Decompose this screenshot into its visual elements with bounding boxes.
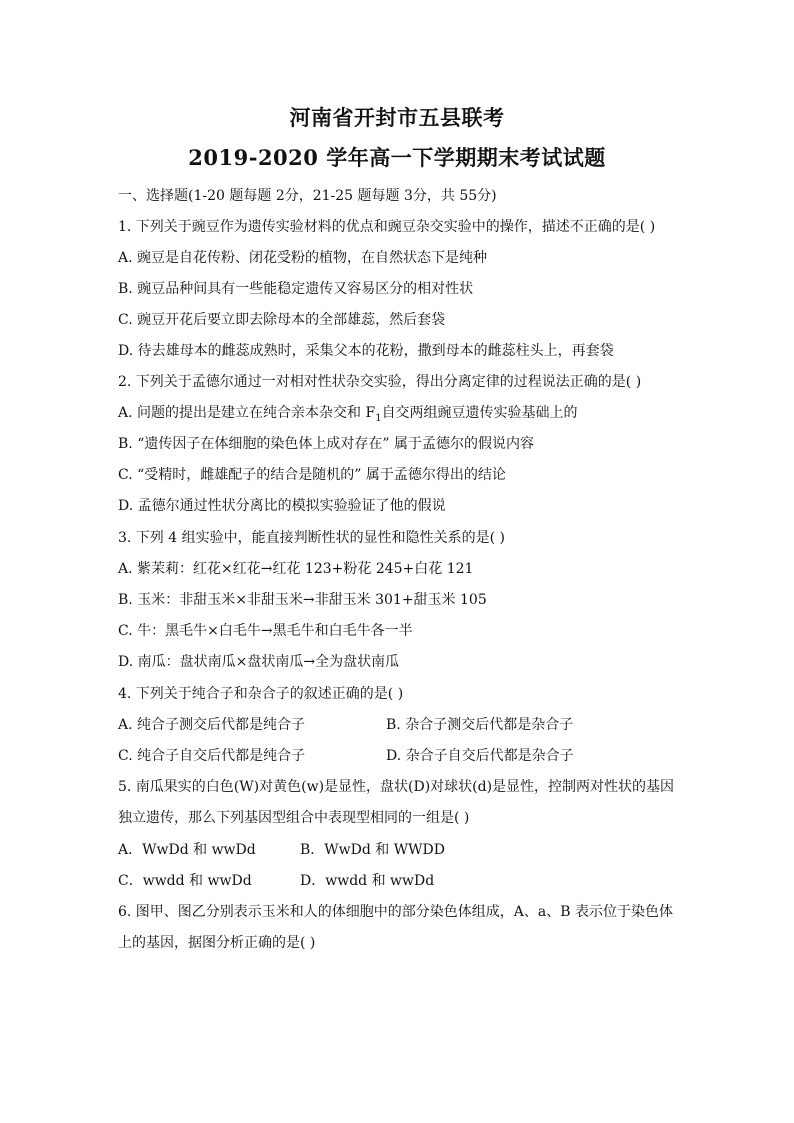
q5-stem-line2: 独立遗传，那么下列基因型组合中表现型相同的一组是( )	[118, 810, 470, 826]
q5-option-b: B．WwDd 和 WWDD	[300, 842, 445, 858]
q5-option-c: C．wwdd 和 wwDd	[118, 873, 252, 889]
section-heading: 一、选择题(1-20 题每题 2分，21-25 题每题 3分，共 55分)	[118, 188, 497, 204]
q5-option-d: D．wwdd 和 wwDd	[300, 873, 435, 889]
q4-option-d: D. 杂合子自交后代都是杂合子	[386, 748, 574, 764]
q6-stem-line1: 6. 图甲、图乙分别表示玉米和人的体细胞中的部分染色体组成，A、a、B 表示位于染色体	[118, 904, 674, 920]
q4-option-a: A. 纯合子测交后代都是纯合子	[118, 717, 306, 733]
q2-stem: 2. 下列关于孟德尔通过一对相对性状杂交实验，得出分离定律的过程说法正确的是( )	[118, 374, 642, 390]
q5-option-a: A．WwDd 和 wwDd	[118, 842, 256, 858]
q6-stem-line2: 上的基因，据图分析正确的是( )	[118, 935, 316, 951]
q1-option-a: A. 豌豆是自花传粉、闭花受粉的植物，在自然状态下是纯种	[118, 250, 488, 266]
q3-stem: 3. 下列 4 组实验中，能直接判断性状的显性和隐性关系的是( )	[118, 530, 505, 546]
q2-option-a-subscript: 1	[375, 412, 382, 424]
q4-option-b: B. 杂合子测交后代都是杂合子	[386, 717, 574, 733]
q4-option-c: C. 纯合子自交后代都是纯合子	[118, 748, 306, 764]
q1-option-d: D. 待去雄母本的雌蕊成熟时，采集父本的花粉，撒到母本的雌蕊柱头上，再套袋	[118, 343, 614, 359]
q2-option-d: D. 孟德尔通过性状分离比的模拟实验验证了他的假说	[118, 498, 446, 514]
q3-option-d: D. 南瓜：盘状南瓜×盘状南瓜→全为盘状南瓜	[118, 654, 400, 670]
q5-stem-line1: 5. 南瓜果实的白色(W)对黄色(w)是显性，盘状(D)对球状(d)是显性，控制两对性状的基因	[118, 779, 675, 795]
q3-option-b: B. 玉米：非甜玉米×非甜玉米→非甜玉米 301+甜玉米 105	[118, 592, 487, 608]
q3-option-a: A. 紫茉莉：红花×红花→红花 123+粉花 245+白花 121	[118, 561, 474, 577]
q2-option-b: B. “遗传因子在体细胞的染色体上成对存在” 属于孟德尔的假说内容	[118, 436, 534, 452]
q4-stem: 4. 下列关于纯合子和杂合子的叙述正确的是( )	[118, 686, 404, 702]
q1-option-c: C. 豌豆开花后要立即去除母本的全部雄蕊，然后套袋	[118, 312, 446, 328]
q2-option-c: C. “受精时，雌雄配子的结合是随机的” 属于孟德尔得出的结论	[118, 467, 506, 483]
document-title-line1: 河南省开封市五县联考	[289, 105, 505, 130]
q2-option-a	[118, 403, 698, 423]
q2-option-a-part1: A. 问题的提出是建立在纯合亲本杂交和 F	[118, 405, 376, 421]
q2-option-a-part2: 自交两组豌豆遗传实验基础上的	[381, 405, 578, 421]
q1-option-b: B. 豌豆品种间具有一些能稳定遗传又容易区分的相对性状	[118, 281, 474, 297]
q1-stem: 1. 下列关于豌豆作为遗传实验材料的优点和豌豆杂交实验中的操作，描述不正确的是( )	[118, 219, 656, 235]
document-title-line2: 2019-2020 学年高一下学期期末考试试题	[188, 145, 606, 170]
q3-option-c: C. 牛：黑毛牛×白毛牛→黑毛牛和白毛牛各一半	[118, 623, 413, 639]
